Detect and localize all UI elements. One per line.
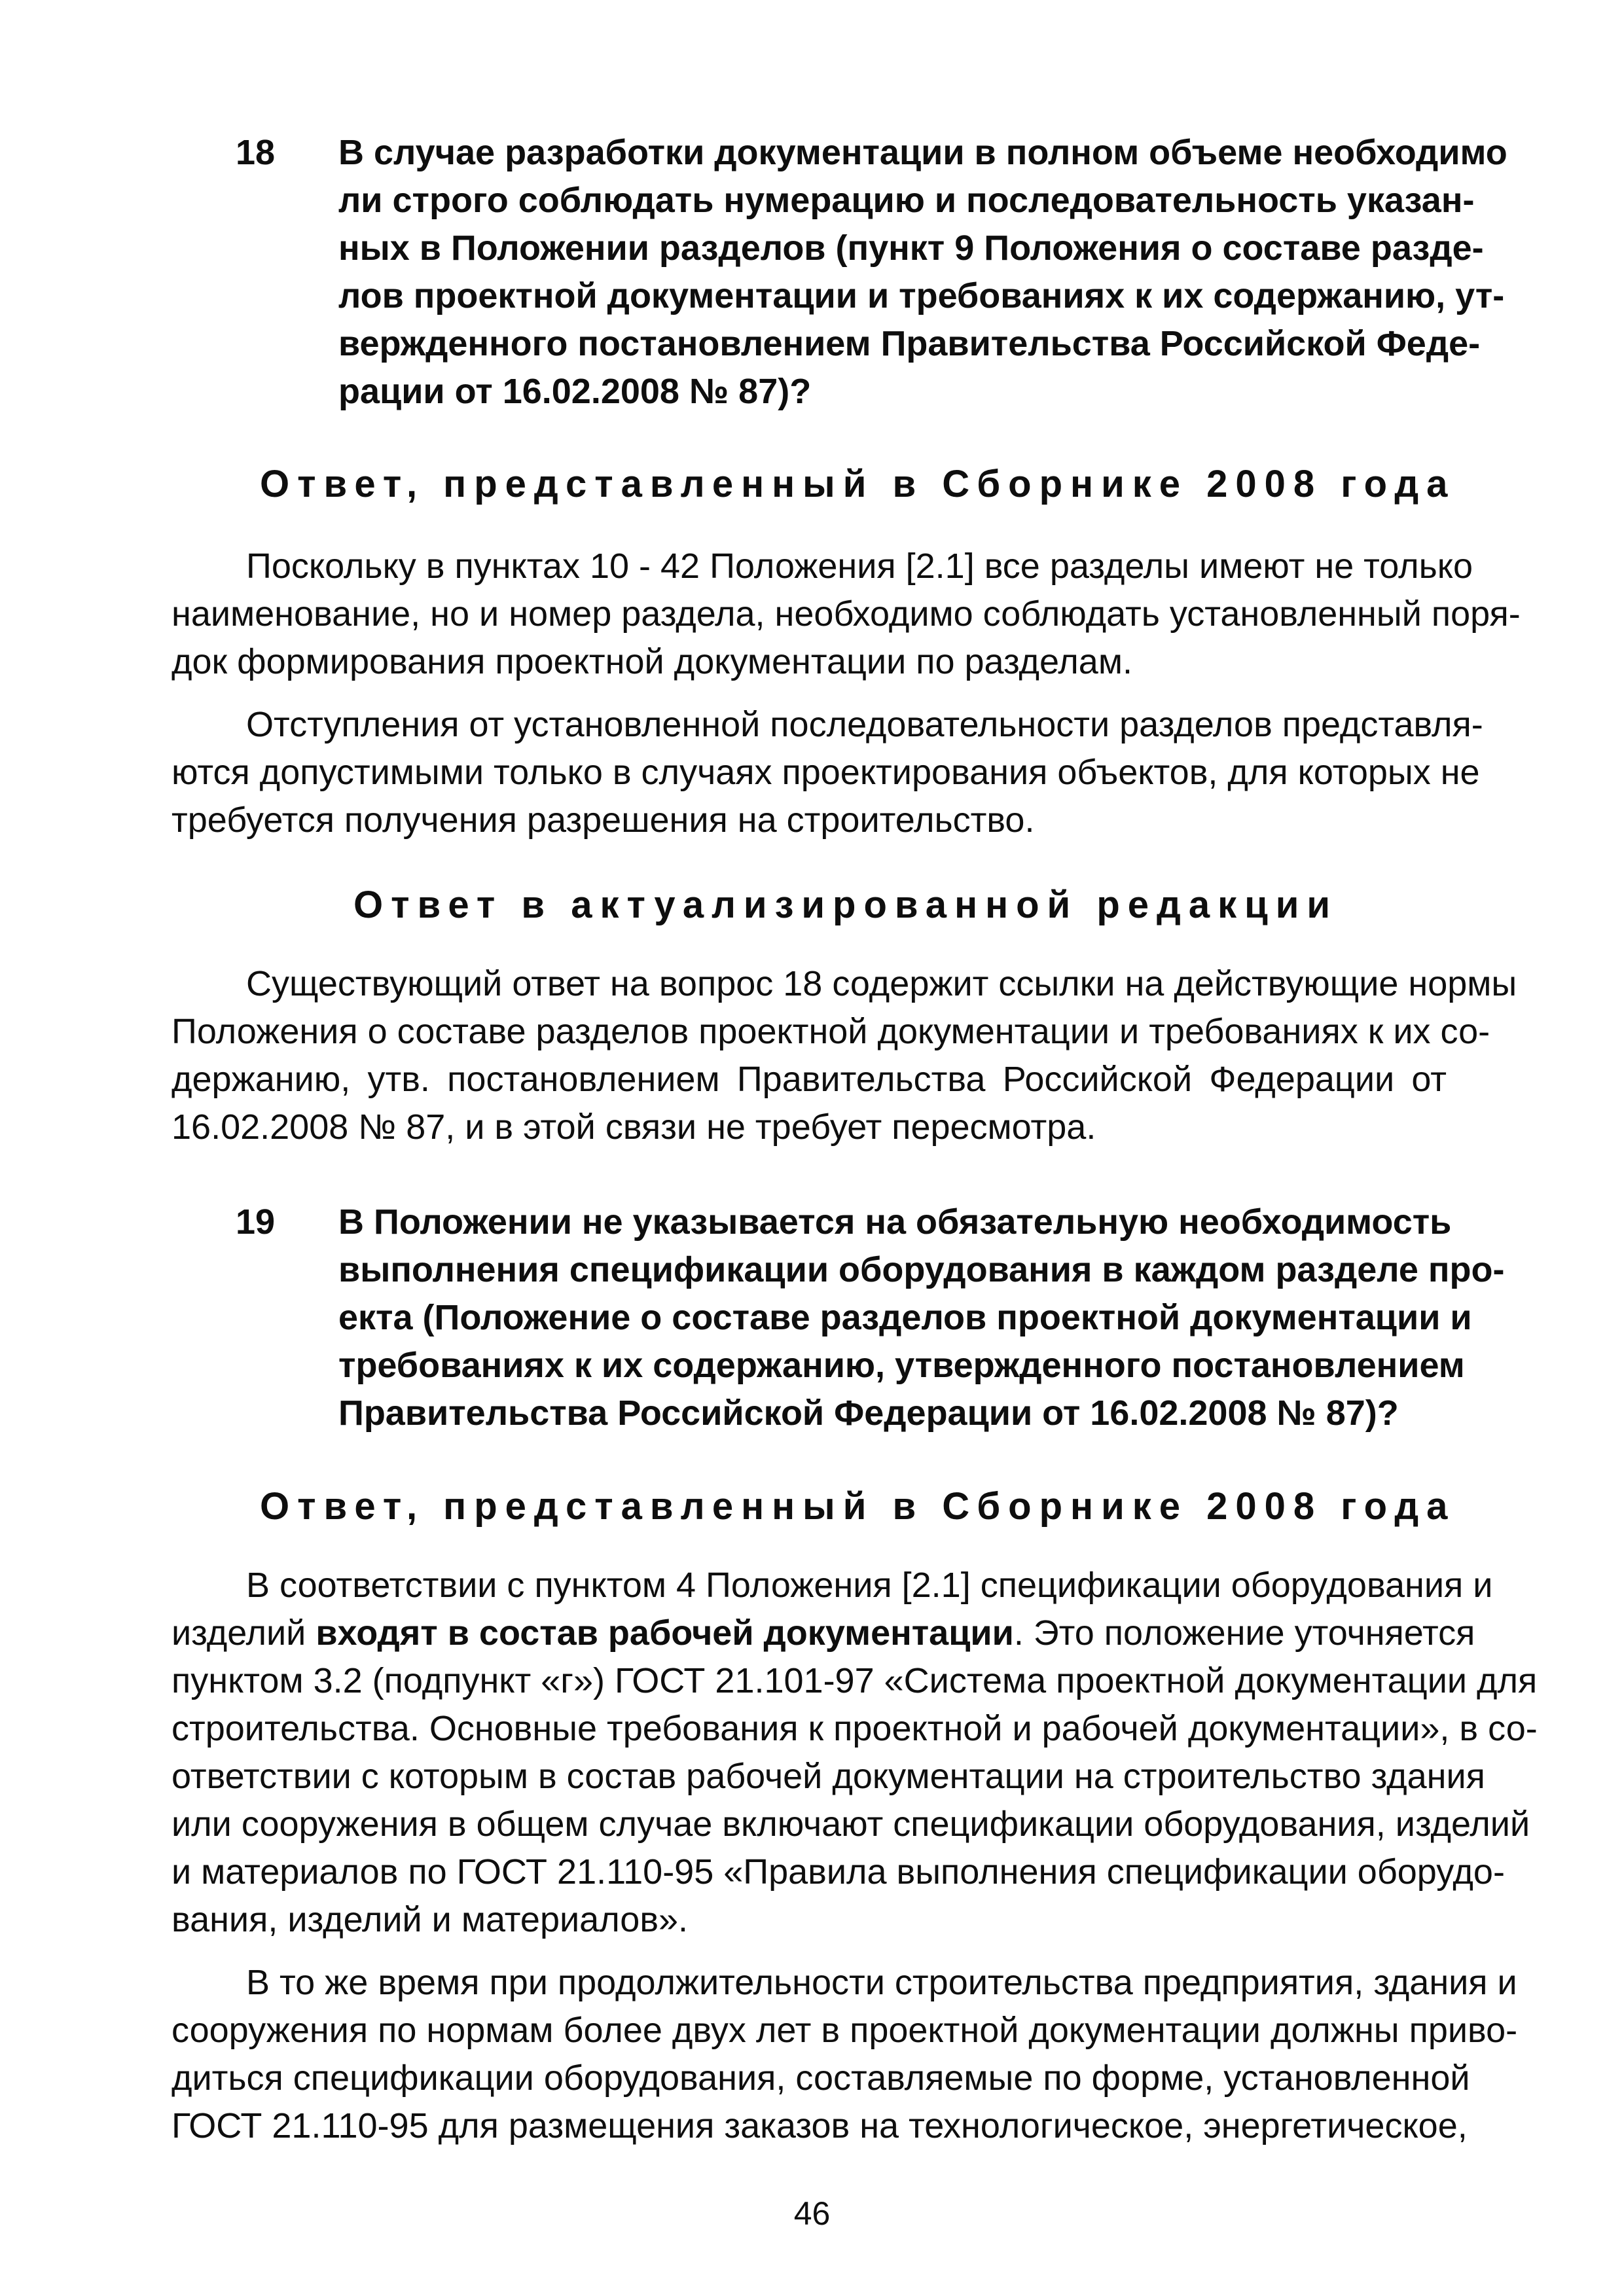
answer-19-line: и материалов по ГОСТ 21.110-95 «Правила выполнения спецификации оборудо- bbox=[171, 1852, 1505, 1892]
answer-2008-line: Отступления от установленной последовательности разделов представля- bbox=[246, 705, 1483, 744]
answer-19-line: или сооружения в общем случае включают спецификации оборудования, изделий bbox=[171, 1804, 1530, 1844]
answer-2008-line: Поскольку в пунктах 10 - 42 Положения [2.1] все разделы имеют не только bbox=[246, 547, 1473, 586]
question-19-line: требованиях к их содержанию, утвержденного постановлением bbox=[338, 1346, 1465, 1385]
answer-19-line: ГОСТ 21.110-95 для размещения заказов на технологическое, энергетическое, bbox=[171, 2106, 1468, 2145]
answer-19-line: пунктом 3.2 (подпункт «г») ГОСТ 21.101-97 «Система проектной документации для bbox=[171, 1661, 1538, 1700]
answer-actual-line: 16.02.2008 № 87, и в этой связи не требует пересмотра. bbox=[171, 1107, 1096, 1147]
answer-19-line: сооружения по нормам более двух лет в проектной документации должны приво- bbox=[171, 2011, 1518, 2050]
question-18-line: В случае разработки документации в полном объеме необходимо bbox=[338, 133, 1507, 172]
answer-actual-line: Положения о составе разделов проектной документации и требованиях к их со- bbox=[171, 1012, 1490, 1051]
question-18-line: ных в Положении разделов (пункт 9 Положения о составе разде- bbox=[338, 228, 1484, 268]
answer-actual-line: Существующий ответ на вопрос 18 содержит ссылки на действующие нормы bbox=[246, 964, 1517, 1003]
answer-19-line bbox=[171, 1610, 1475, 1656]
answer-actual-line: держанию, утв. постановлением Правительства Российской Федерации от bbox=[171, 1060, 1447, 1099]
question-18-line: лов проектной документации и требованиях к их содержанию, ут- bbox=[338, 276, 1505, 315]
answer-19-text: . Это положение уточняется bbox=[1013, 1613, 1475, 1653]
answer-19-line: В то же время при продолжительности строительства предприятия, здания и bbox=[246, 1963, 1517, 2002]
heading-answer-2008: Ответ, представленный в Сборнике 2008 года bbox=[260, 1485, 1456, 1528]
answer-2008-line: док формирования проектной документации по разделам. bbox=[171, 642, 1132, 681]
answer-19-line: строительства. Основные требования к проектной и рабочей документации», в со- bbox=[171, 1709, 1538, 1748]
question-19-line: екта (Положение о составе разделов проектной документации и bbox=[338, 1298, 1472, 1337]
answer-2008-line: требуется получения разрешения на строительство. bbox=[171, 800, 1035, 840]
question-18-line: рации от 16.02.2008 № 87)? bbox=[338, 372, 812, 411]
heading-answer-actual: Ответ в актуализированной редакции bbox=[353, 884, 1339, 926]
answer-19-line: вания, изделий и материалов». bbox=[171, 1900, 689, 1939]
answer-19-line: В соответствии с пунктом 4 Положения [2.1] спецификации оборудования и bbox=[246, 1566, 1493, 1605]
question-19-number: 19 bbox=[236, 1202, 276, 1242]
question-18-line: вержденного постановлением Правительства Российской Феде- bbox=[338, 324, 1481, 363]
question-19-line: В Положении не указывается на обязательную необходимость bbox=[338, 1202, 1452, 1242]
answer-19-line: диться спецификации оборудования, составляемые по форме, установленной bbox=[171, 2058, 1470, 2098]
question-19-line: выполнения спецификации оборудования в каждом разделе про- bbox=[338, 1250, 1505, 1289]
question-19-line: Правительства Российской Федерации от 16.02.2008 № 87)? bbox=[338, 1393, 1399, 1433]
question-18-line: ли строго соблюдать нумерацию и последовательность указан- bbox=[338, 181, 1475, 220]
page-number: 46 bbox=[793, 2195, 831, 2232]
heading-answer-2008: Ответ, представленный в Сборнике 2008 года bbox=[260, 463, 1456, 505]
answer-2008-line: наименование, но и номер раздела, необходимо соблюдать установленный поря- bbox=[171, 594, 1521, 634]
answer-19-line: ответствии с которым в состав рабочей документации на строительство здания bbox=[171, 1757, 1485, 1796]
answer-19-emphasis: входят в состав рабочей документации bbox=[316, 1613, 1014, 1653]
question-18-number: 18 bbox=[236, 133, 276, 172]
answer-2008-line: ются допустимыми только в случаях проектирования объектов, для которых не bbox=[171, 753, 1480, 792]
answer-19-text: изделий bbox=[171, 1613, 316, 1653]
